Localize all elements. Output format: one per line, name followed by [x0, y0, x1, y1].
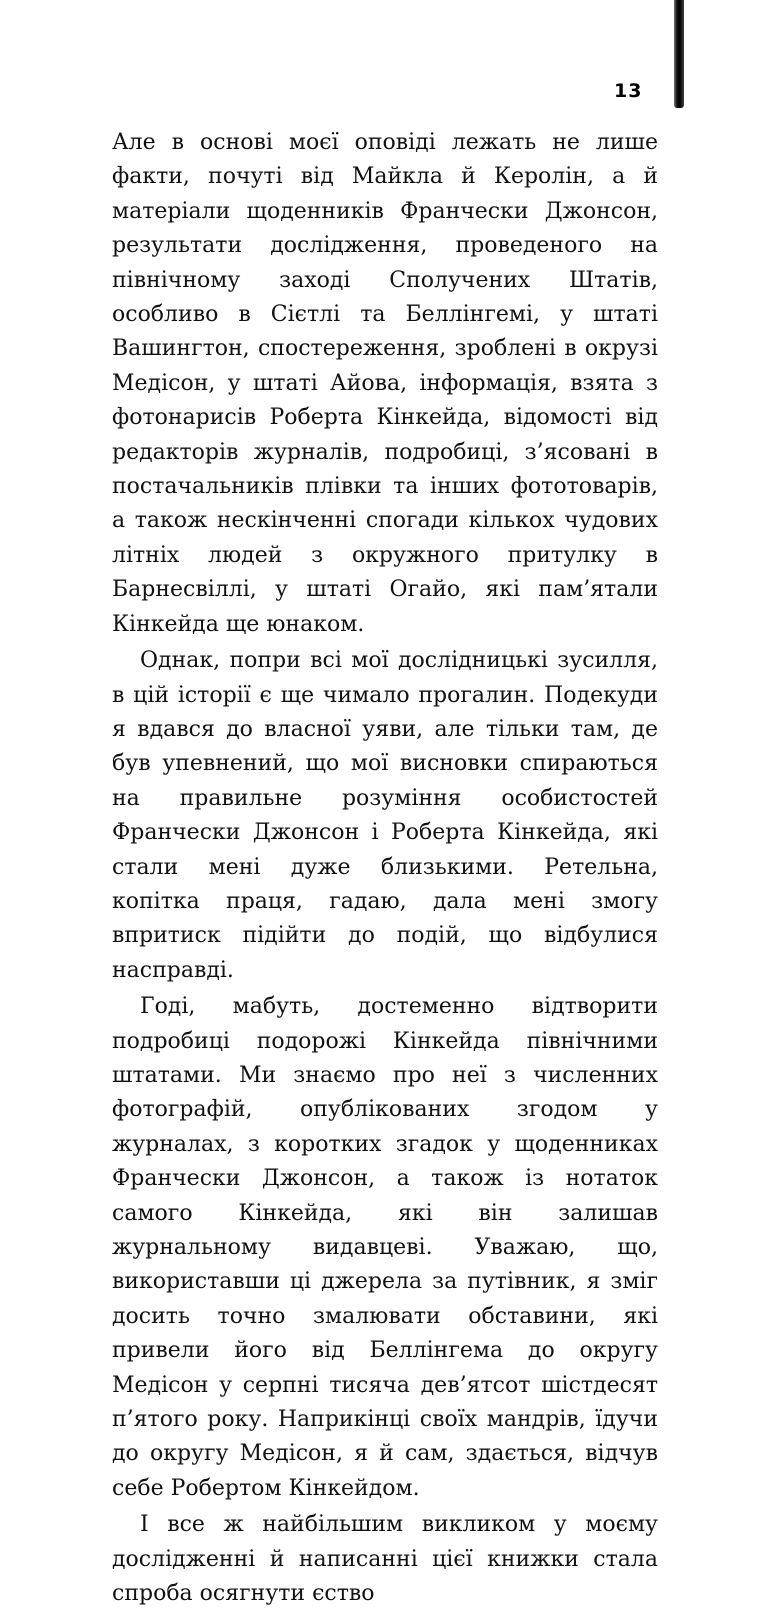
page-number: 13 — [614, 80, 643, 102]
paragraph-3: Годі, мабуть, достеменно відтворити подробиці подорожі Кінкейда північними штатами. Ми знаємо про неї з численних фотографій, опублікованих згодом у журналах, з коротких згадок у щоденниках Франчески Джонсон, а також із нотаток самого Кінкейда, які він залишав журнальному видавцеві. Уважаю, що, використавши ці джерела за путівник, я зміг досить точно змалювати обставини, які привели його від Беллінгема до округу Медісон у серпні тисяча дев’ятсот шістдесят п’ятого року. Наприкінці своїх мандрів, їдучи до округу Медісон, я й сам, здається, відчув себе Робертом Кінкейдом. — [112, 994, 658, 1501]
paragraph-1: Але в основі моєї оповіді лежать не лише факти, почуті від Майкла й Керолін, а й матеріали щоденників Франчески Джонсон, результати дослідження, проведеного на північному заході Сполучених Штатів, особливо в Сієтлі та Беллінгемі, у штаті Вашингтон, спостереження, зроблені в окрузі Медісон, у штаті Айова, інформація, взята з фотонарисів Роберта Кінкейда, відомості від редакторів журналів, подробиці, з’ясовані в постачальників плівки та інших фототоварів, а також нескінченні спогади кількох чудових літніх людей з окружного притулку в Барнесвіллі, у штаті Огайо, які пам’ятали Кінкейда ще юнаком. — [112, 130, 658, 637]
paragraph-4: І все ж найбільшим викликом у моєму дослідженні й написанні цієї книжки стала спроба осягнути єство — [112, 1512, 658, 1607]
body-text — [112, 126, 658, 1611]
page-edge-mark — [674, 0, 684, 108]
paragraph-2: Однак, попри всі мої дослідницькі зусилля, в цій історії є ще чимало прогалин. Подекуди я вдався до власної уяви, але тільки там, де був упевнений, що мої висновки спираються на правильне розуміння особистостей Франчески Джонсон і Роберта Кінкейда, які стали мені дуже близькими. Ретельна, копітка праця, гадаю, дала мені змогу впритиск підійти до подій, що відбулися насправді. — [112, 648, 658, 983]
